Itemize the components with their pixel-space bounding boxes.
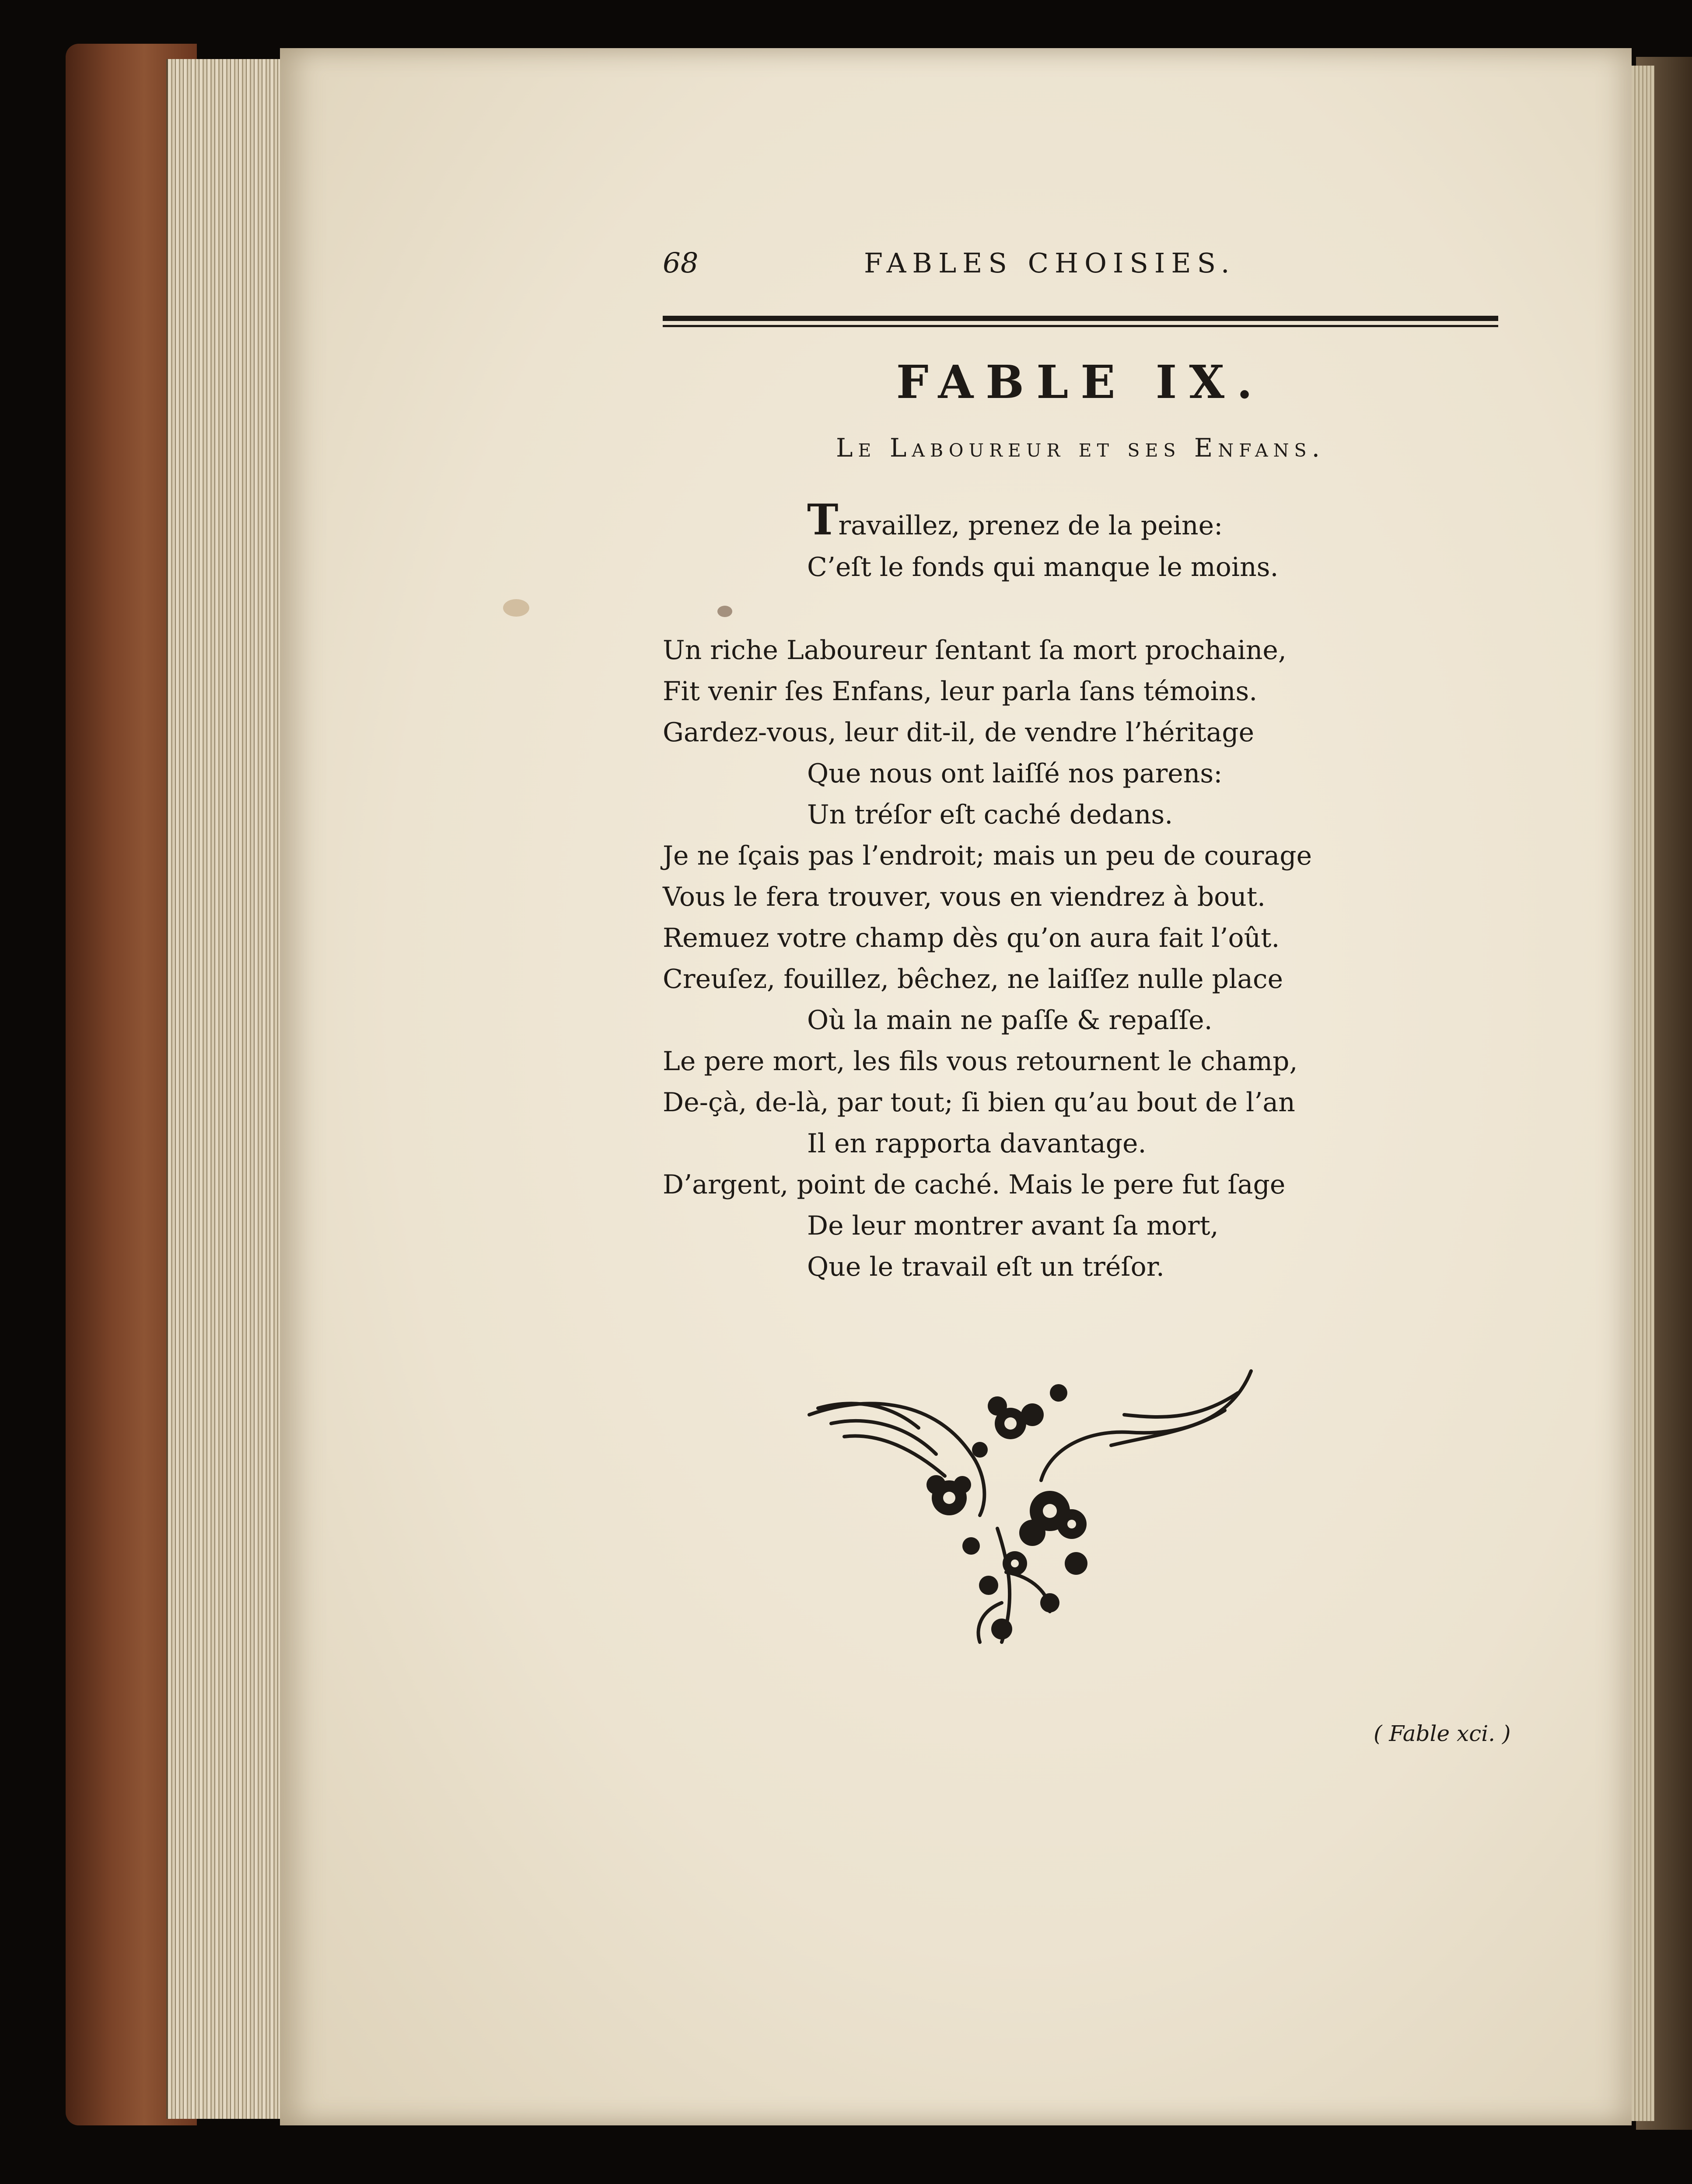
moral-line-1: Travaillez, prenez de la peine:: [807, 495, 1223, 544]
verse-line: De leur montrer avant ſa mort,: [807, 1211, 1219, 1241]
fable-subtitle: Le Laboureur et ses Enfans.: [836, 433, 1325, 463]
drop-cap: T: [807, 495, 839, 544]
page-edges-left: [166, 59, 286, 2119]
verse-line: Je ne ſçais pas l’endroit; mais un peu de courage: [663, 841, 1312, 871]
floral-vignette-icon: [805, 1367, 1260, 1647]
foxing-spot: [503, 599, 529, 617]
verse-line: Vous le fera trouver, vous en viendrez à bout.: [663, 882, 1266, 912]
verse-line: Un riche Laboureur ſentant ſa mort prochaine,: [663, 635, 1286, 666]
verse-line: Remuez votre champ dès qu’on aura fait l’oût.: [663, 923, 1280, 953]
verse-line: Un tréſor eſt caché dedans.: [807, 799, 1173, 830]
running-title: FABLES CHOISIES.: [864, 247, 1236, 279]
moral-line-2: C’eſt le fonds qui manque le moins.: [807, 552, 1279, 583]
verse-line: Fit venir ſes Enfans, leur parla ſans témoins.: [663, 676, 1258, 707]
verse-line: Gardez-vous, leur dit-il, de vendre l’héritage: [663, 717, 1255, 748]
running-head: [663, 247, 1494, 295]
fable-title: FABLE IX.: [896, 355, 1265, 409]
catchword: ( Fable xci. ): [1374, 1721, 1511, 1746]
page-number: 68: [663, 247, 699, 279]
verse-line: D’argent, point de caché. Mais le pere fut ſage: [663, 1169, 1286, 1200]
verse-line: Que le travail eſt un tréſor.: [807, 1252, 1164, 1282]
verse-line: Creuſez, fouillez, bêchez, ne laiſſez nulle place: [663, 964, 1283, 994]
verse-line: Il en rapporta davantage.: [807, 1128, 1147, 1159]
verse-line: Que nous ont laiſſé nos parens:: [807, 758, 1223, 789]
verse-line: Le pere mort, les fils vous retournent le champ,: [663, 1046, 1298, 1077]
verse-line: De-çà, de-là, par tout; ſi bien qu’au bout de l’an: [663, 1087, 1295, 1118]
header-rule: [663, 316, 1498, 327]
verse-line: Où la main ne paſſe & repaſſe.: [807, 1005, 1213, 1036]
foxing-spot: [717, 606, 732, 617]
